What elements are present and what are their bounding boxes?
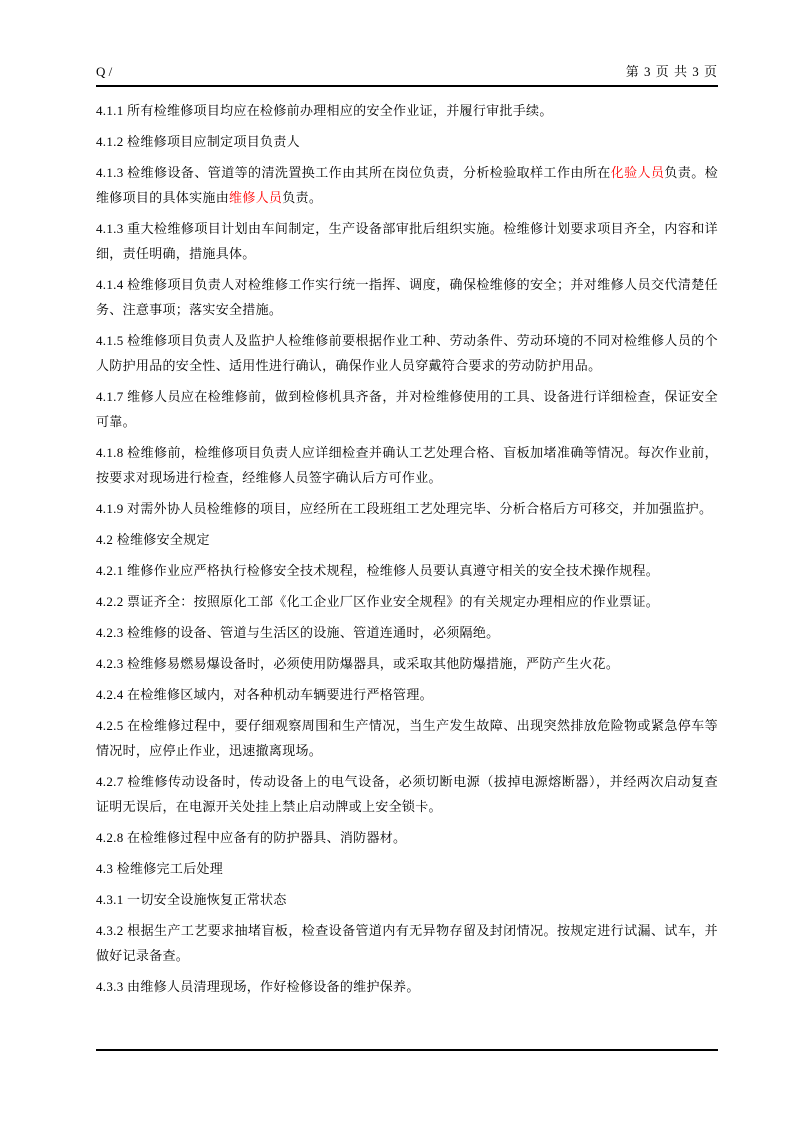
paragraph	[96, 589, 718, 614]
paragraph	[96, 216, 718, 266]
text-segment: 4.1.3 检维修设备、管道等的清洗置换工作由其所在岗位负责，分析检验取样工作由所在	[96, 165, 611, 180]
text-segment: 4.2.8 在检维修过程中应备有的防护器具、消防器材。	[96, 830, 407, 845]
paragraph	[96, 496, 718, 521]
paragraph	[96, 682, 718, 707]
text-segment: 4.1.4 检维修项目负责人对检维修工作实行统一指挥、调度，确保检维修的安全；并对维修人员交代清楚任务、注意事项；落实安全措施。	[96, 277, 718, 317]
text-segment: 负责。	[282, 190, 323, 205]
text-segment: 4.1.3 重大检维修项目计划由车间制定，生产设备部审批后组织实施。检维修计划要求项目齐全，内容和详细，责任明确，措施具体。	[96, 221, 718, 261]
text-segment: 4.1.8 检维修前，检维修项目负责人应详细检查并确认工艺处理合格、盲板加堵准确等情况。每次作业前，按要求对现场进行检查，经维修人员签字确认后方可作业。	[96, 445, 718, 485]
paragraph	[96, 713, 718, 763]
header-page-number: 第 3 页 共 3 页	[625, 64, 718, 79]
paragraph	[96, 440, 718, 490]
paragraph	[96, 272, 718, 322]
text-segment: 4.2.3 检维修的设备、管道与生活区的设施、管道连通时，必须隔绝。	[96, 625, 500, 640]
paragraph	[96, 384, 718, 434]
document-body	[96, 98, 718, 999]
text-segment: 4.1.7 维修人员应在检维修前，做到检修机具齐备，并对检维修使用的工具、设备进行详细检查，保证安全可靠。	[96, 389, 718, 429]
paragraph	[96, 527, 718, 552]
text-segment: 4.2.5 在检维修过程中，要仔细观察周围和生产情况，当生产发生故障、出现突然排放危险物或紧急停车等情况时，应停止作业，迅速撤离现场。	[96, 718, 718, 758]
paragraph	[96, 856, 718, 881]
paragraph	[96, 769, 718, 819]
paragraph	[96, 620, 718, 645]
text-segment: 4.3 检维修完工后处理	[96, 861, 224, 876]
text-segment: 4.2.7 检维修传动设备时，传动设备上的电气设备，必须切断电源（拔掉电源熔断器），并经两次启动复查证明无误后，在电源开关处挂上禁止启动牌或上安全锁卡。	[96, 774, 718, 814]
paragraph	[96, 558, 718, 583]
text-segment: 4.3.1 一切安全设施恢复正常状态	[96, 892, 287, 907]
paragraph	[96, 918, 718, 968]
text-segment: 4.2.3 检维修易燃易爆设备时，必须使用防爆器具，或采取其他防爆措施，严防产生火花。	[96, 656, 620, 671]
text-segment: 4.2.2 票证齐全：按照原化工部《化工企业厂区作业安全规程》的有关规定办理相应的作业票证。	[96, 594, 660, 609]
paragraph	[96, 328, 718, 378]
text-segment: 4.2.4 在检维修区域内，对各种机动车辆要进行严格管理。	[96, 687, 433, 702]
red-highlighted-text: 化验人员	[610, 165, 665, 180]
paragraph	[96, 129, 718, 154]
text-segment: 4.3.3 由维修人员清理现场，作好检修设备的维护保养。	[96, 979, 420, 994]
document-content	[96, 64, 718, 1005]
paragraph	[96, 825, 718, 850]
text-segment: 4.3.2 根据生产工艺要求抽堵盲板，检查设备管道内有无异物存留及封闭情况。按规定进行试漏、试车，并做好记录备查。	[96, 923, 718, 963]
text-segment: 4.1.2 检维修项目应制定项目负责人	[96, 134, 300, 149]
paragraph	[96, 98, 718, 123]
text-segment: 4.2 检维修安全规定	[96, 532, 210, 547]
text-segment: 4.1.1 所有检维修项目均应在检修前办理相应的安全作业证，并履行审批手续。	[96, 103, 553, 118]
paragraph	[96, 651, 718, 676]
text-segment: 负责。检维修项目的具体实施由	[96, 165, 719, 205]
header-doc-code: Q /	[96, 64, 113, 79]
footer-rule	[96, 1049, 718, 1051]
paragraph	[96, 974, 718, 999]
text-segment: 4.1.9 对需外协人员检维修的项目，应经所在工段班组工艺处理完毕、分析合格后方可移交，并加强监护。	[96, 501, 713, 516]
text-segment: 4.1.5 检维修项目负责人及监护人检维修前要根据作业工种、劳动条件、劳动环境的不同对检维修人员的个人防护用品的安全性、适用性进行确认，确保作业人员穿戴符合要求的劳动防护用品。	[96, 333, 718, 373]
paragraph	[96, 887, 718, 912]
text-segment: 4.2.1 维修作业应严格执行检修安全技术规程，检维修人员要认真遵守相关的安全技术操作规程。	[96, 563, 660, 578]
red-highlighted-text: 维修人员	[229, 190, 283, 205]
page-header	[96, 64, 718, 87]
paragraph	[96, 160, 718, 210]
